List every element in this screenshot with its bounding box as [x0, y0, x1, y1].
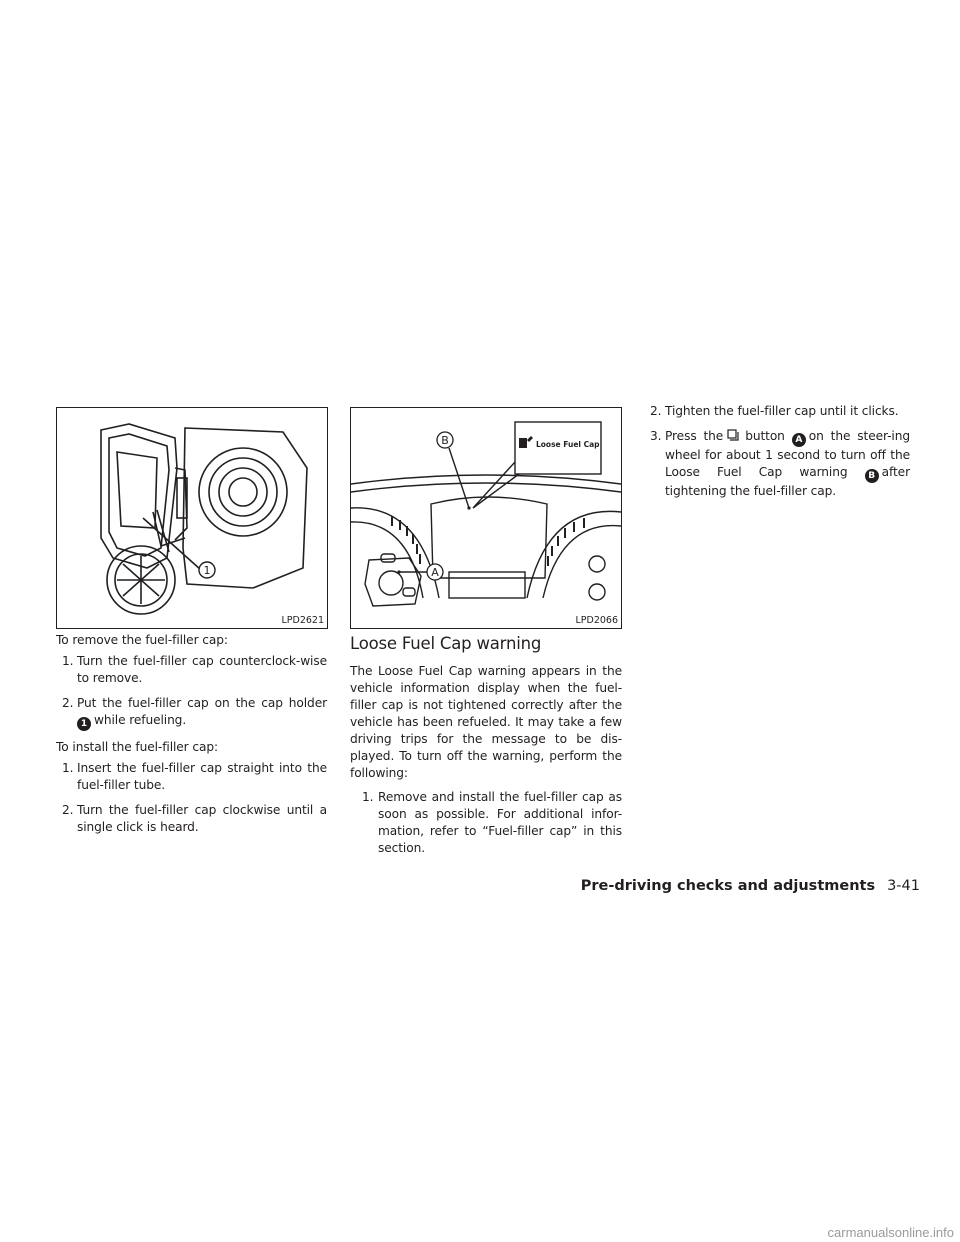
callout-a-marker: A	[792, 433, 806, 447]
figure-fuel-filler-cap	[56, 407, 328, 629]
warning-step-2: 2. Tighten the fuel-filler cap until it clicks.	[650, 404, 899, 418]
install-step-2: 2. Turn the fuel-filler cap clockwise until a single click is heard.	[62, 803, 327, 834]
watermark: carmanualsonline.info	[827, 1225, 954, 1240]
footer-section: Pre-driving checks and adjustments	[580, 878, 876, 894]
column-right	[644, 403, 910, 508]
page-number: 3-41	[887, 878, 920, 894]
column-middle	[350, 632, 622, 865]
ok-button-icon	[727, 429, 739, 441]
callout-b-label: B	[441, 434, 449, 447]
section-heading: Loose Fuel Cap warning	[350, 634, 542, 653]
display-message: Loose Fuel Cap	[536, 440, 600, 449]
warning-step-3: 3. Press the button A on the steer-ing wheel for about 1 second to turn off the Loose Fuel Cap warning B after tightening the fuel-filler cap.	[650, 429, 910, 498]
figure-code: LPD2621	[281, 615, 324, 626]
callout-1-marker: 1	[77, 717, 91, 731]
remove-step-1: 1. Turn the fuel-filler cap counterclock-wise to remove.	[62, 654, 327, 685]
figure-code: LPD2066	[575, 615, 618, 626]
remove-step-2: 2. Put the fuel-filler cap on the cap holder 1 while refueling.	[62, 696, 327, 729]
fuel-cap-warning-icon	[519, 436, 533, 448]
section-body: The Loose Fuel Cap warning appears in the vehicle information display when the fuel-filler cap is not tightened correctly after the vehicle has been refueled. It may take a few driving trips for the message to be dis-played. To turn off the warning, perform the following:	[350, 664, 622, 780]
remove-intro: To remove the fuel-filler cap:	[56, 633, 228, 647]
page-footer	[581, 876, 920, 896]
column-left	[56, 632, 327, 844]
callout-1-label: 1	[203, 564, 211, 577]
callout-a-label: A	[431, 566, 439, 579]
install-step-1: 1. Insert the fuel-filler cap straight into the fuel-filler tube.	[62, 761, 327, 792]
install-intro: To install the fuel-filler cap:	[56, 740, 218, 754]
cluster-illustration	[351, 408, 621, 628]
fuel-filler-illustration	[57, 408, 327, 628]
callout-b-marker: B	[865, 469, 879, 483]
figure-loose-fuel-cap-display	[350, 407, 622, 629]
warning-step-1: 1. Remove and install the fuel-filler cap as soon as possible. For additional infor-mation, refer to “Fuel-filler cap” in this section.	[362, 790, 622, 855]
